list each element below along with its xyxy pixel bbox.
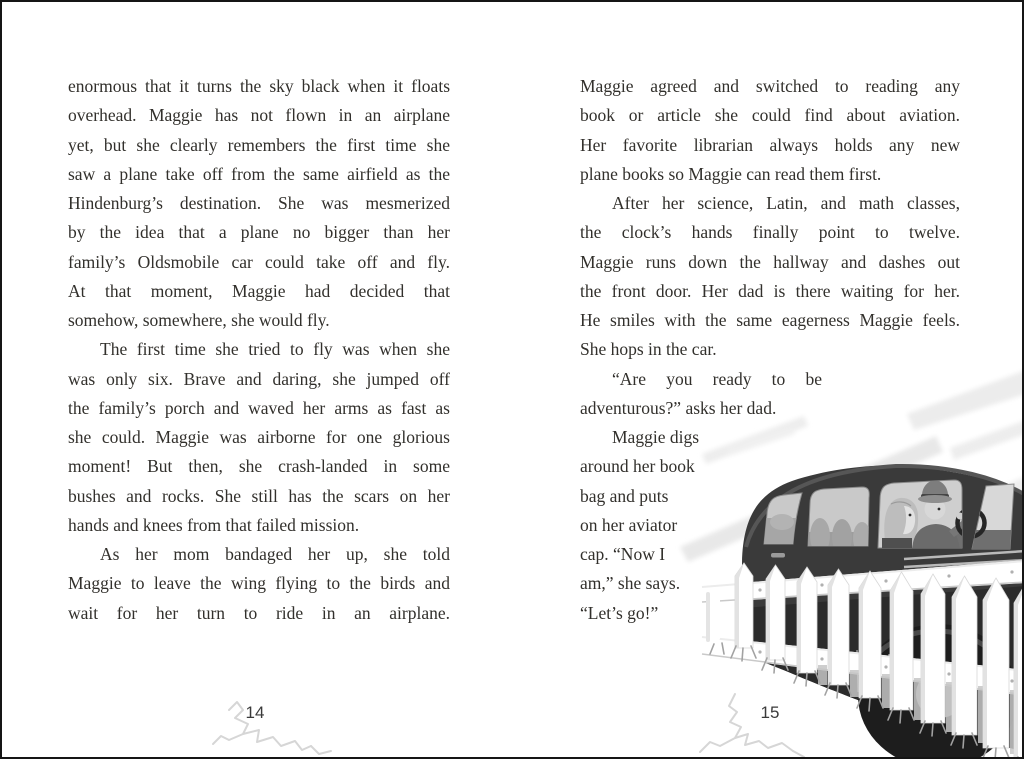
text-line: Maggie agreed and switched to reading any: [580, 76, 960, 96]
text-line: “Let’s go!”: [580, 602, 659, 623]
text-line: somehow, somewhere, she would fly.: [68, 310, 330, 330]
text-line: am,” she says.: [580, 573, 681, 594]
text-line: He smiles with the same eagerness Maggie feels.: [580, 310, 960, 330]
text-line: bushes and rocks. She still has the scars on her: [68, 485, 450, 506]
text-line: Maggie digs: [612, 427, 700, 447]
page-number-right: 15: [760, 703, 780, 722]
text-line: adventurous?” asks her dad.: [580, 397, 777, 418]
text-line: plane books so Maggie can read them first.: [580, 163, 882, 184]
text-line: The first time she tried to fly was when she: [100, 339, 450, 360]
text-line: After her science, Latin, and math classes,: [612, 193, 960, 213]
text-line: Maggie to leave the wing flying to the birds and: [68, 573, 450, 594]
text-line: cap. “Now I: [580, 544, 666, 564]
text-line: Hindenburg’s destination. She was mesmerized: [68, 193, 450, 213]
text-line: bag and puts: [580, 485, 669, 506]
page-number-left: 14: [245, 703, 265, 722]
left-page-text: [68, 72, 450, 628]
text-line: on her aviator: [580, 514, 678, 535]
text-line: the clock’s hands finally point to twelve.: [580, 222, 960, 243]
text-line: moment! But then, she crash-landed in some: [68, 456, 450, 477]
text-line: Her favorite librarian always holds any new: [580, 134, 960, 155]
text-line: family’s Oldsmobile car could take off and fly.: [68, 251, 450, 272]
text-line: the front door. Her dad is there waiting for her.: [580, 280, 960, 301]
text-line: Maggie runs down the hallway and dashes out: [580, 251, 960, 272]
text-line: around her book: [580, 456, 695, 477]
text-line: yet, but she clearly remembers the first time she: [68, 134, 450, 155]
text-line: the family’s porch and waved her arms as fast as: [68, 397, 450, 418]
text-line: she could. Maggie was airborne for one glorious: [68, 427, 450, 447]
text-line: was only six. Brave and daring, she jumped off: [68, 368, 450, 389]
text-line: hands and knees from that failed mission.: [68, 514, 360, 535]
text-line: book or article she could find about aviation.: [580, 105, 960, 126]
text-line: overhead. Maggie has not flown in an airplane: [68, 105, 450, 126]
right-page-text: [580, 72, 960, 628]
text-line: At that moment, Maggie had decided that: [68, 280, 450, 301]
text-line: As her mom bandaged her up, she told: [100, 544, 450, 564]
map-squiggle-left: [207, 696, 337, 759]
text-line: enormous that it turns the sky black when it floats: [68, 76, 450, 96]
text-line: by the idea that a plane no bigger than her: [68, 222, 450, 243]
text-line: “Are you ready to be: [612, 368, 822, 389]
text-line: She hops in the car.: [580, 339, 717, 360]
text-line: wait for her turn to ride in an airplane.: [68, 602, 450, 623]
text-line: saw a plane take off from the same airfield as the: [68, 163, 450, 184]
